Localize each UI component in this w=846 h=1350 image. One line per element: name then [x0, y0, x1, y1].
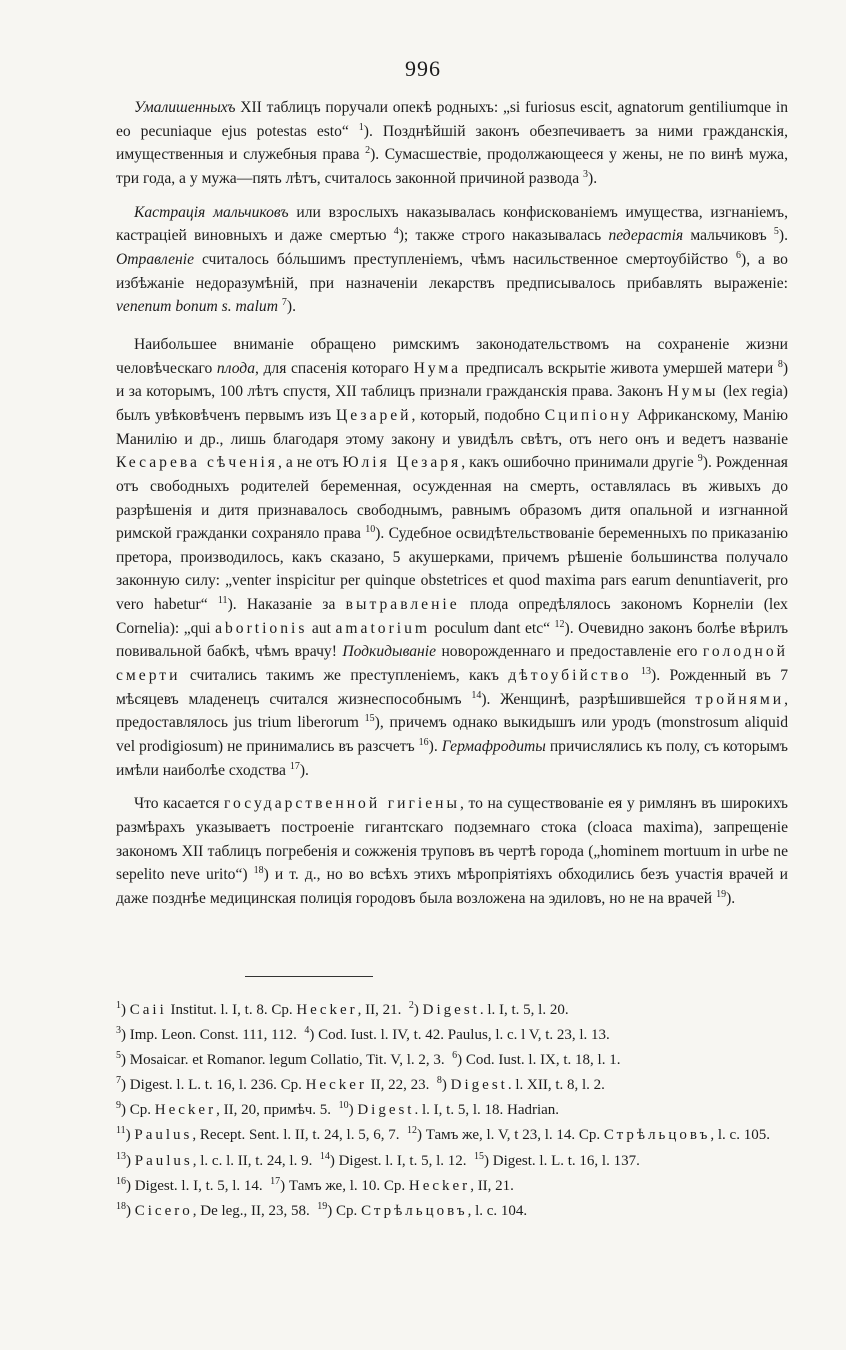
- footnote-line: $^3$) Imp. Leon. Const. 111, 112. $^4$) Cod. Iust. l. IV, t. 42. Paulus, l. c. l V, t. 23, l. 13.: [116, 1025, 610, 1044]
- footnote-ref[interactable]: 8: [777, 358, 783, 370]
- spaced-term: amatorium: [335, 619, 431, 637]
- text-span: считалось бóльшимъ преступленіемъ, чѣмъ насильственное смертоубійство: [193, 250, 736, 268]
- footnote-ref[interactable]: 9: [697, 453, 703, 465]
- text-span: ), а во избѣжаніе недоразумѣній, при назначеніи лекарствъ предписывалось прибавлять выраженіе:: [116, 250, 788, 292]
- text-span: ). Очевидно законъ болѣе вѣрилъ повивальной бабкѣ, чѣмъ врачу!: [116, 619, 789, 661]
- text-span: ).: [299, 761, 309, 779]
- spaced-term: Юлія Цезаря: [342, 454, 462, 472]
- text-span: II, 22, 23.: [366, 1077, 430, 1094]
- text-span: Наибольшее вниманіе обращено римскимъ законодательствомъ на сохраненіе жизни человѣческаго: [116, 335, 788, 377]
- text-span: ). Позднѣйшій законъ обезпечиваетъ за ними гражданскія, имущественныя и служебныя права: [116, 122, 788, 164]
- text-span: Digest. l. L. t. 16, l. 137.: [489, 1152, 640, 1169]
- spaced-term: Hecker: [408, 1177, 471, 1194]
- text-span: , II, 21.: [357, 1002, 402, 1018]
- footnote-number: 19: [317, 1200, 328, 1212]
- text-span: ) и т. д., но во всѣхъ этихъ мѣропріятіяхъ обходились безъ участія врачей и даже позднѣе медицинская полиція городовъ была возложена на эдиловъ, но не на врачей: [116, 866, 788, 907]
- text-span: , какъ ошибочно принимали другіе: [461, 454, 698, 472]
- text-span: ).: [588, 169, 598, 187]
- paragraph-fetus: [116, 333, 788, 782]
- body-text: [116, 96, 788, 921]
- text-span: считались такимъ же преступленіемъ, какъ: [180, 667, 509, 685]
- text-span: Digest. l. I, t. 5, l. 12.: [334, 1152, 467, 1169]
- text-span: Тамъ же, l. 10. Ср.: [285, 1177, 409, 1194]
- footnote-number: 13: [116, 1150, 126, 1162]
- text-span: Тамъ же, l. V, t 23, l. 14. Ср.: [421, 1127, 604, 1144]
- text-span: ), причемъ однако выкидышъ или уродъ (monstrosum aliquid vel prodigiosum) не принимались въ разсчетъ: [116, 714, 788, 756]
- text-span: ). Рожденная отъ свободныхъ родителей беременная, осужденная на смерть, оставлялась въ живыхъ до разрѣшенія и дитя признавалось свободнымъ, равнымъ образомъ дитя опальной и изгнанной римской гражданки сохраняло права: [116, 454, 788, 543]
- text-span: плода опредѣлялось закономъ Корнеліи (lex Cornelia): „qui: [116, 596, 788, 637]
- footnote-ref[interactable]: 4: [393, 226, 399, 238]
- footnote-ref[interactable]: 19: [716, 889, 727, 900]
- footnote-number: 14: [319, 1150, 330, 1162]
- text-span: ). Судебное освидѣтельствованіе беременныхъ по приказанію претора, производилось, какъ сказано, 5 акушерками, причемъ рѣшеніе большинства получало законную силу: „venter inspicitur per quinque obstetrices et quod maxima pars earum denuntiaverit, pro vero habetur“: [116, 525, 788, 614]
- footnote-number: 3: [116, 1025, 121, 1037]
- paragraph-insane: [116, 96, 788, 191]
- footnote-ref[interactable]: 15: [364, 713, 375, 725]
- spaced-term: Стрѣльцовъ: [603, 1127, 711, 1144]
- spaced-term: вытравленіе: [345, 596, 460, 614]
- spaced-term: Цезарей: [335, 406, 412, 424]
- text-span: или взрослыхъ наказывалась конфискованіемъ имущества, изгнаніемъ, кастраціей виновныхъ и даже смертью: [116, 203, 788, 245]
- footnote-ref[interactable]: 6: [736, 249, 741, 261]
- footnote-separator: [245, 976, 373, 977]
- footnote-line: $^{13}$) Paulus, l. c. l. II, t. 24, l. 9. $^{14}$) Digest. l. I, t. 5, l. 12. $^{15}$) Digest. l. L. t. 16, l. 137.: [116, 1150, 640, 1169]
- spaced-term: Hecker: [305, 1077, 367, 1094]
- spaced-term: голодной смерти: [116, 643, 788, 685]
- text-span: ); также строго наказывалась: [398, 227, 609, 245]
- italic-term: Умалишенныхъ: [134, 99, 236, 116]
- text-span: ) и за которымъ, 100 лѣтъ спустя, XII таблицъ признали гражданскія права. Законъ: [116, 359, 789, 401]
- text-span: , II, 20, примѣч. 5.: [216, 1102, 332, 1119]
- footnote-ref[interactable]: 3: [583, 168, 589, 180]
- italic-term: venenum bonum s. malum: [116, 298, 278, 316]
- footnote-ref[interactable]: 10: [365, 524, 376, 536]
- spaced-term: Paulus: [134, 1152, 193, 1169]
- text-span: Африканскому, Манію Манилію и др., лишь благодаря этому закону и увидѣлъ свѣтъ, отъ него онъ и ведетъ названіе: [116, 406, 788, 448]
- footnote-ref[interactable]: 12: [554, 618, 565, 630]
- text-span: Ср.: [126, 1102, 155, 1119]
- text-span: Mosaicar. et Romanor. legum Collatio, Tit. V, l. 2, 3.: [126, 1052, 445, 1069]
- text-span: , l. c. l. II, t. 24, l. 9.: [192, 1152, 313, 1169]
- footnote-number: 18: [116, 1200, 126, 1212]
- spaced-term: Кесарева сѣченія: [116, 454, 278, 472]
- italic-term: Кастрація мальчиковъ: [134, 203, 289, 221]
- spaced-term: Digest: [422, 1002, 480, 1018]
- text-span: предписалъ вскрытіе живота умершей матери: [461, 359, 778, 377]
- footnote-number: 12: [406, 1125, 417, 1137]
- text-span: мальчиковъ: [683, 227, 774, 245]
- text-span: ).: [286, 298, 296, 316]
- text-span: ).: [726, 890, 736, 907]
- spaced-term: Paulus: [134, 1127, 193, 1144]
- text-span: причислялись къ полу, съ которымъ имѣли наиболѣе сходства: [116, 738, 788, 779]
- text-span: , Recept. Sent. l. II, t. 24, l. 5, 6, 7.: [192, 1127, 400, 1144]
- footnote-number: 6: [452, 1050, 458, 1062]
- text-span: ).: [428, 738, 442, 756]
- footnote-number: 7: [116, 1075, 121, 1087]
- text-span: , предоставлялось jus trium liberorum: [116, 690, 788, 732]
- footnote-number: 2: [408, 1000, 414, 1011]
- footnote-ref[interactable]: 14: [471, 689, 482, 701]
- footnote-number: 1: [116, 1000, 121, 1011]
- italic-term: Подкидываніе: [342, 643, 437, 661]
- footnote-ref[interactable]: 1: [358, 121, 364, 133]
- text-span: . l. I, t. 5, l. 20.: [479, 1002, 569, 1018]
- text-span: Institut. l. I, t. 8. Ср.: [166, 1002, 297, 1018]
- spaced-term: государственной гигіены: [224, 795, 460, 813]
- footnote-number: 4: [304, 1025, 310, 1037]
- footnote-line: $^5$) Mosaicar. et Romanor. legum Collatio, Tit. V, l. 2, 3. $^6$) Cod. Iust. l. IX, t. 18, l. 1.: [116, 1050, 621, 1069]
- text-span: Imp. Leon. Const. 111, 112.: [126, 1027, 297, 1044]
- footnote-number: 17: [270, 1175, 281, 1187]
- spaced-term: Digest: [357, 1102, 415, 1119]
- text-span: ). Сумасшествіе, продолжающееся у жены, не по винѣ мужа, три года, а у мужа—пять лѣтъ, считалось законной причиной развода: [116, 146, 788, 187]
- text-span: ). Рожденный въ 7 мѣсяцевъ младенецъ считался жизнеспособнымъ: [116, 667, 788, 708]
- spaced-term: Cicero: [134, 1202, 193, 1219]
- footnote-number: 11: [116, 1125, 126, 1137]
- footnote-line: $^1$) Caii Institut. l. I, t. 8. Ср. Hecker, II, 21. $^2$) Digest. l. I, t. 5, l. 20.: [116, 1000, 569, 1018]
- footnote-line: $^{18}$) Cicero, De leg., II, 23, 58. $^{19}$) Ср. Стрѣльцовъ, l. c. 104.: [116, 1200, 528, 1219]
- footnote-number: 16: [116, 1175, 126, 1187]
- italic-term: Гермафродиты: [441, 738, 546, 756]
- text-span: Digest. l. I, t. 5, l. 14.: [131, 1177, 263, 1194]
- text-span: , а не отъ: [277, 454, 343, 472]
- text-span: Digest. l. L. t. 16, l. 236. Ср.: [126, 1077, 306, 1094]
- spaced-term: тройнями: [695, 690, 785, 708]
- text-span: ). Женщинѣ, разрѣшившейся: [481, 690, 696, 708]
- text-span: , который, подобно: [411, 406, 545, 424]
- footnote-ref[interactable]: 5: [773, 226, 779, 238]
- spaced-term: дѣтоубійство: [508, 667, 632, 685]
- footnote-ref[interactable]: 16: [418, 737, 429, 749]
- italic-term: плода: [216, 359, 255, 377]
- text-span: , то на существованіе ея у римлянъ въ широкихъ размѣрахъ указываетъ построеніе гигантскаго подземнаго стока (cloaca maxima), запрещеніе закономъ XII таблицъ погребенія и сожженія труповъ въ чертѣ города („hominem mortuum in urbe ne sepelito neve urito“): [116, 795, 788, 884]
- text-span: . l. I, t. 5, l. 18. Hadrian.: [414, 1102, 560, 1119]
- spaced-term: Hecker: [154, 1102, 217, 1119]
- paragraph-castration: [116, 201, 788, 319]
- spaced-term: Сципіону: [544, 406, 633, 424]
- footnote-number: 10: [338, 1100, 349, 1112]
- italic-term: педерастія: [608, 227, 684, 245]
- text-span: новорожденнаго и предоставленіе его: [436, 643, 703, 661]
- footnote-line: $^{11}$) Paulus, Recept. Sent. l. II, t. 24, l. 5, 6, 7. $^{12}$) Тамъ же, l. V, t 23, l. 14. Ср. Стрѣльцовъ, l. c. 105.: [116, 1125, 770, 1144]
- footnote-number: 9: [116, 1100, 121, 1112]
- page-number: 996: [405, 56, 441, 81]
- text-span: Cod. Iust. l. IV, t. 42. Paulus, l. c. l V, t. 23, l. 13.: [314, 1027, 610, 1044]
- footnote-line: $^7$) Digest. l. L. t. 16, l. 236. Ср. Hecker II, 22, 23. $^8$) Digest. l. XII, t. 8, l. 2.: [116, 1075, 605, 1094]
- text-span: Cod. Iust. l. IX, t. 18, l. 1.: [462, 1052, 621, 1069]
- spaced-term: Caii: [129, 1002, 167, 1018]
- footnote-number: 15: [474, 1150, 485, 1162]
- text-span: , l. c. 104.: [467, 1202, 528, 1219]
- spaced-term: Стрѣльцовъ: [361, 1202, 468, 1219]
- footnote-line: $^9$) Ср. Hecker, II, 20, примѣч. 5. $^{10}$) Digest. l. I, t. 5, l. 18. Hadrian.: [116, 1100, 560, 1119]
- footnote-number: 5: [116, 1050, 121, 1062]
- spaced-term: Digest: [450, 1077, 508, 1094]
- footnote-ref[interactable]: 2: [365, 145, 371, 157]
- footnote-ref[interactable]: 17: [289, 760, 300, 772]
- text-span: Ср.: [332, 1202, 362, 1219]
- text-span: , l. c. 105.: [710, 1127, 770, 1144]
- text-span: ). Наказаніе за: [227, 596, 346, 614]
- footnote-ref[interactable]: 7: [281, 297, 287, 309]
- spaced-term: Hecker: [296, 1002, 358, 1018]
- footnote-ref[interactable]: 18: [253, 865, 264, 877]
- footnote-ref[interactable]: 13: [641, 666, 652, 678]
- text-span: aut: [307, 619, 336, 637]
- text-span: ).: [778, 227, 788, 245]
- footnotes: [116, 998, 796, 1224]
- italic-term: Отравленіе: [116, 250, 194, 268]
- text-span: Что касается: [134, 795, 225, 813]
- spaced-term: abortionis: [215, 619, 308, 637]
- spaced-term: Нумы: [667, 383, 719, 401]
- footnote-number: 8: [436, 1075, 442, 1087]
- text-span: , для спасенія котораго: [255, 359, 414, 377]
- text-span: (lex regia) былъ увѣковѣченъ первымъ изъ: [116, 383, 788, 424]
- text-span: , II, 21.: [470, 1177, 514, 1194]
- spaced-term: Нума: [413, 359, 462, 377]
- text-span: XII таблицъ поручали опекѣ родныхъ: „si furiosus escit, agnatorum gentiliumque in eo pecuniaque ejus potestas esto“: [116, 99, 788, 140]
- text-span: poculum dant etc“: [430, 619, 555, 637]
- paragraph-state-hygiene: [116, 792, 788, 910]
- footnote-ref[interactable]: 11: [217, 595, 228, 607]
- footnote-line: $^{16}$) Digest. l. I, t. 5, l. 14. $^{17}$) Тамъ же, l. 10. Ср. Hecker, II, 21.: [116, 1175, 514, 1194]
- text-span: . l. XII, t. 8, l. 2.: [507, 1077, 605, 1094]
- text-span: , De leg., II, 23, 58.: [192, 1202, 310, 1219]
